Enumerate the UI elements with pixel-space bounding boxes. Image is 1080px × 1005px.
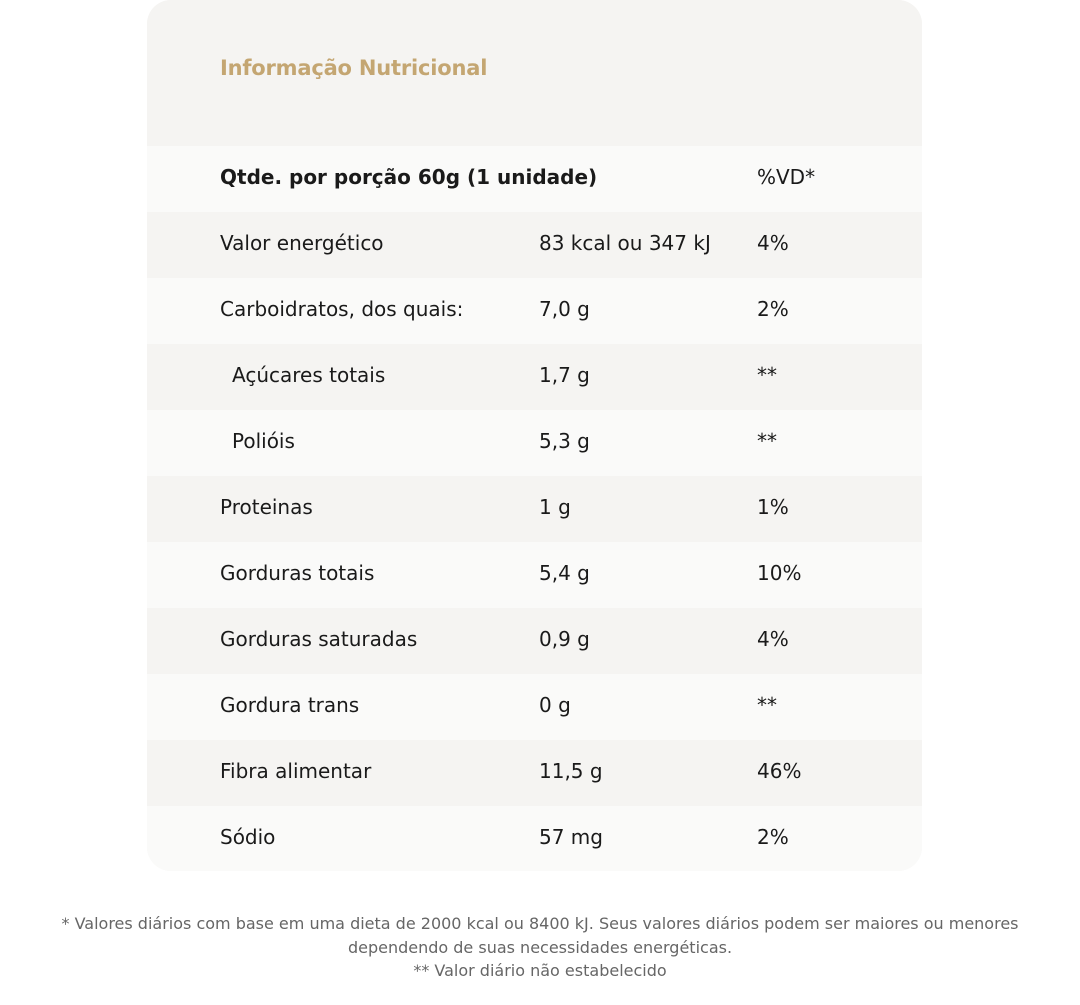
nutrient-name: Açúcares totais	[232, 363, 386, 387]
nutrient-name: Gordura trans	[220, 693, 360, 717]
nutrient-name: Fibra alimentar	[220, 759, 372, 783]
nutrient-amount: 0,9 g	[539, 627, 590, 651]
nutrient-vd: 4%	[757, 231, 789, 255]
nutrient-vd: **	[757, 429, 777, 453]
table-row	[147, 542, 922, 608]
nutrient-vd: 1%	[757, 495, 789, 519]
portion-label: Qtde. por porção 60g (1 unidade)	[220, 165, 598, 189]
nutrient-name: Valor energético	[220, 231, 384, 255]
table-row	[147, 608, 922, 674]
table-row	[147, 476, 922, 542]
card-title: Informação Nutricional	[220, 56, 488, 80]
footnote-daily-values-cont: dependendo de suas necessidades energéticas.	[347, 937, 733, 957]
nutrient-vd: 4%	[757, 627, 789, 651]
nutrient-vd: 2%	[757, 297, 789, 321]
nutrient-amount: 1 g	[539, 495, 571, 519]
nutrient-name: Polióis	[232, 429, 295, 453]
footnote-daily-values: * Valores diários com base em uma dieta de 2000 kcal ou 8400 kJ. Seus valores diários podem ser maiores ou menores	[61, 914, 1019, 933]
nutrient-amount: 57 mg	[539, 825, 603, 849]
nutrient-vd: 46%	[757, 759, 802, 783]
table-row	[147, 674, 922, 740]
table-row	[147, 410, 922, 476]
card-header	[147, 0, 922, 146]
nutrient-amount: 7,0 g	[539, 297, 590, 321]
table-row	[147, 806, 922, 871]
nutrient-name: Sódio	[220, 825, 276, 849]
nutrient-vd: 2%	[757, 825, 789, 849]
nutrient-amount: 11,5 g	[539, 759, 603, 783]
table-row	[147, 740, 922, 806]
nutrient-amount: 0 g	[539, 693, 571, 717]
footnote-not-established: ** Valor diário não estabelecido	[413, 961, 667, 980]
table-row	[147, 212, 922, 278]
footnotes	[0, 912, 1080, 983]
table-row	[147, 344, 922, 410]
nutrient-name: Carboidratos, dos quais:	[220, 297, 464, 321]
nutrient-amount: 83 kcal ou 347 kJ	[539, 231, 711, 255]
table-header-row	[147, 146, 922, 212]
nutrient-amount: 1,7 g	[539, 363, 590, 387]
vd-column-header: %VD*	[757, 165, 816, 189]
table-row	[147, 278, 922, 344]
nutrient-name: Gorduras saturadas	[220, 627, 418, 651]
nutrient-amount: 5,4 g	[539, 561, 590, 585]
nutrient-name: Gorduras totais	[220, 561, 375, 585]
nutrient-amount: 5,3 g	[539, 429, 590, 453]
nutrient-vd: 10%	[757, 561, 802, 585]
nutrient-vd: **	[757, 363, 777, 387]
nutrition-card	[147, 0, 922, 871]
nutrient-vd: **	[757, 693, 777, 717]
nutrient-name: Proteinas	[220, 495, 313, 519]
